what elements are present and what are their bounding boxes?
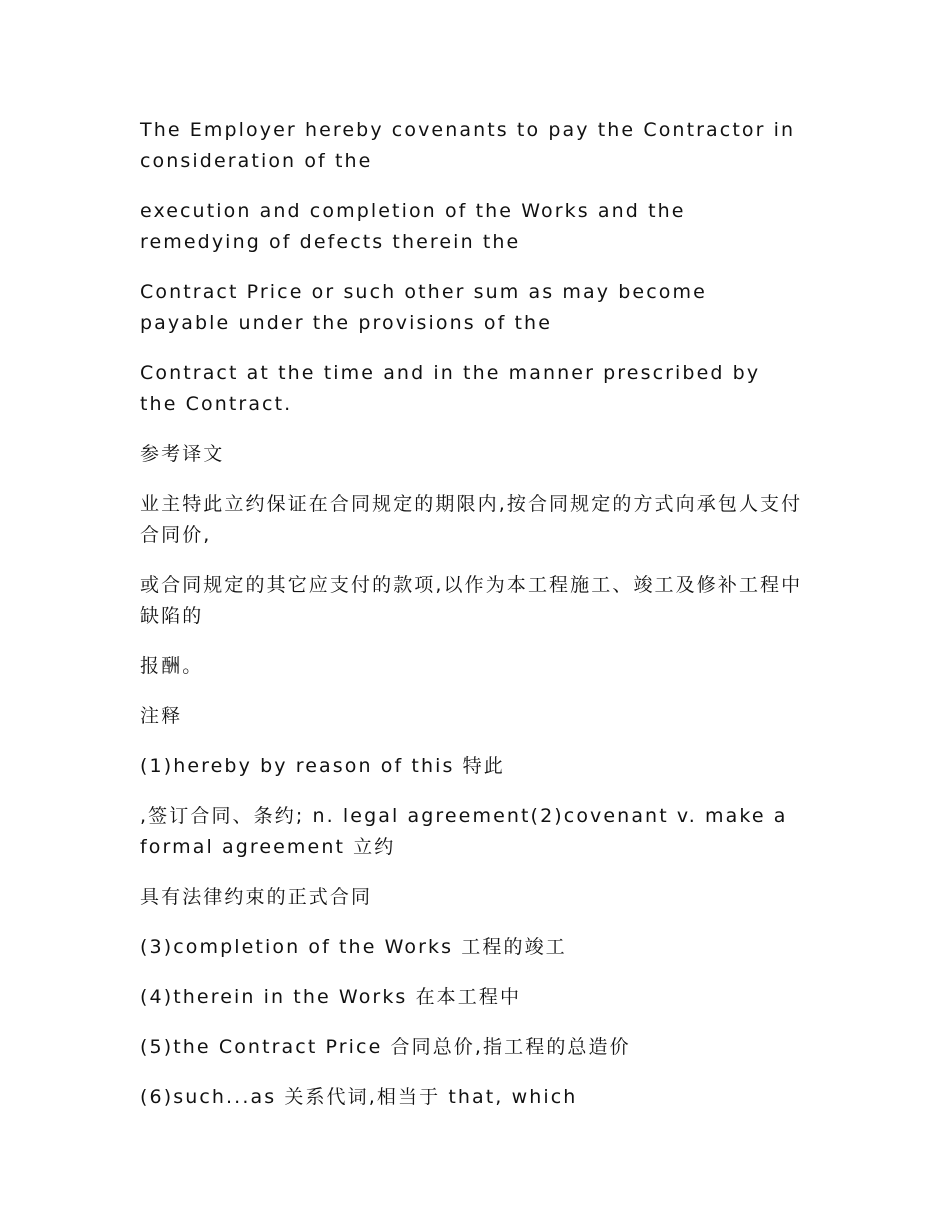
section-heading-reference-translation: 参考译文 [140,443,225,465]
document-body [140,115,805,1132]
paragraph: Contract Price or such other sum as may become payable under the provisions of the [140,281,707,334]
note-item: (1)hereby by reason of this 特此 [140,755,505,777]
note-item: (6)such...as 关系代词,相当于 that, which [140,1086,578,1108]
note-item: (3)completion of the Works 工程的竣工 [140,936,567,958]
section-heading-notes: 注释 [140,705,183,727]
note-item: (4)therein in the Works 在本工程中 [140,986,522,1008]
paragraph: 或合同规定的其它应支付的款项,以作为本工程施工、竣工及修补工程中缺陷的 [140,574,803,627]
paragraph: execution and completion of the Works and the remedying of defects therein the [140,200,686,253]
paragraph: 业主特此立约保证在合同规定的期限内,按合同规定的方式向承包人支付合同价, [140,493,803,546]
note-item: 具有法律约束的正式合同 [140,886,373,908]
paragraph: Contract at the time and in the manner prescribed by the Contract. [140,362,761,415]
paragraph: The Employer hereby covenants to pay the Contractor in consideration of the [140,119,796,172]
note-item: ,签订合同、条约; n. legal agreement(2)covenant v. make a formal agreement 立约 [140,805,788,858]
paragraph: 报酬。 [140,655,204,677]
note-item: (5)the Contract Price 合同总价,指工程的总造价 [140,1036,631,1058]
